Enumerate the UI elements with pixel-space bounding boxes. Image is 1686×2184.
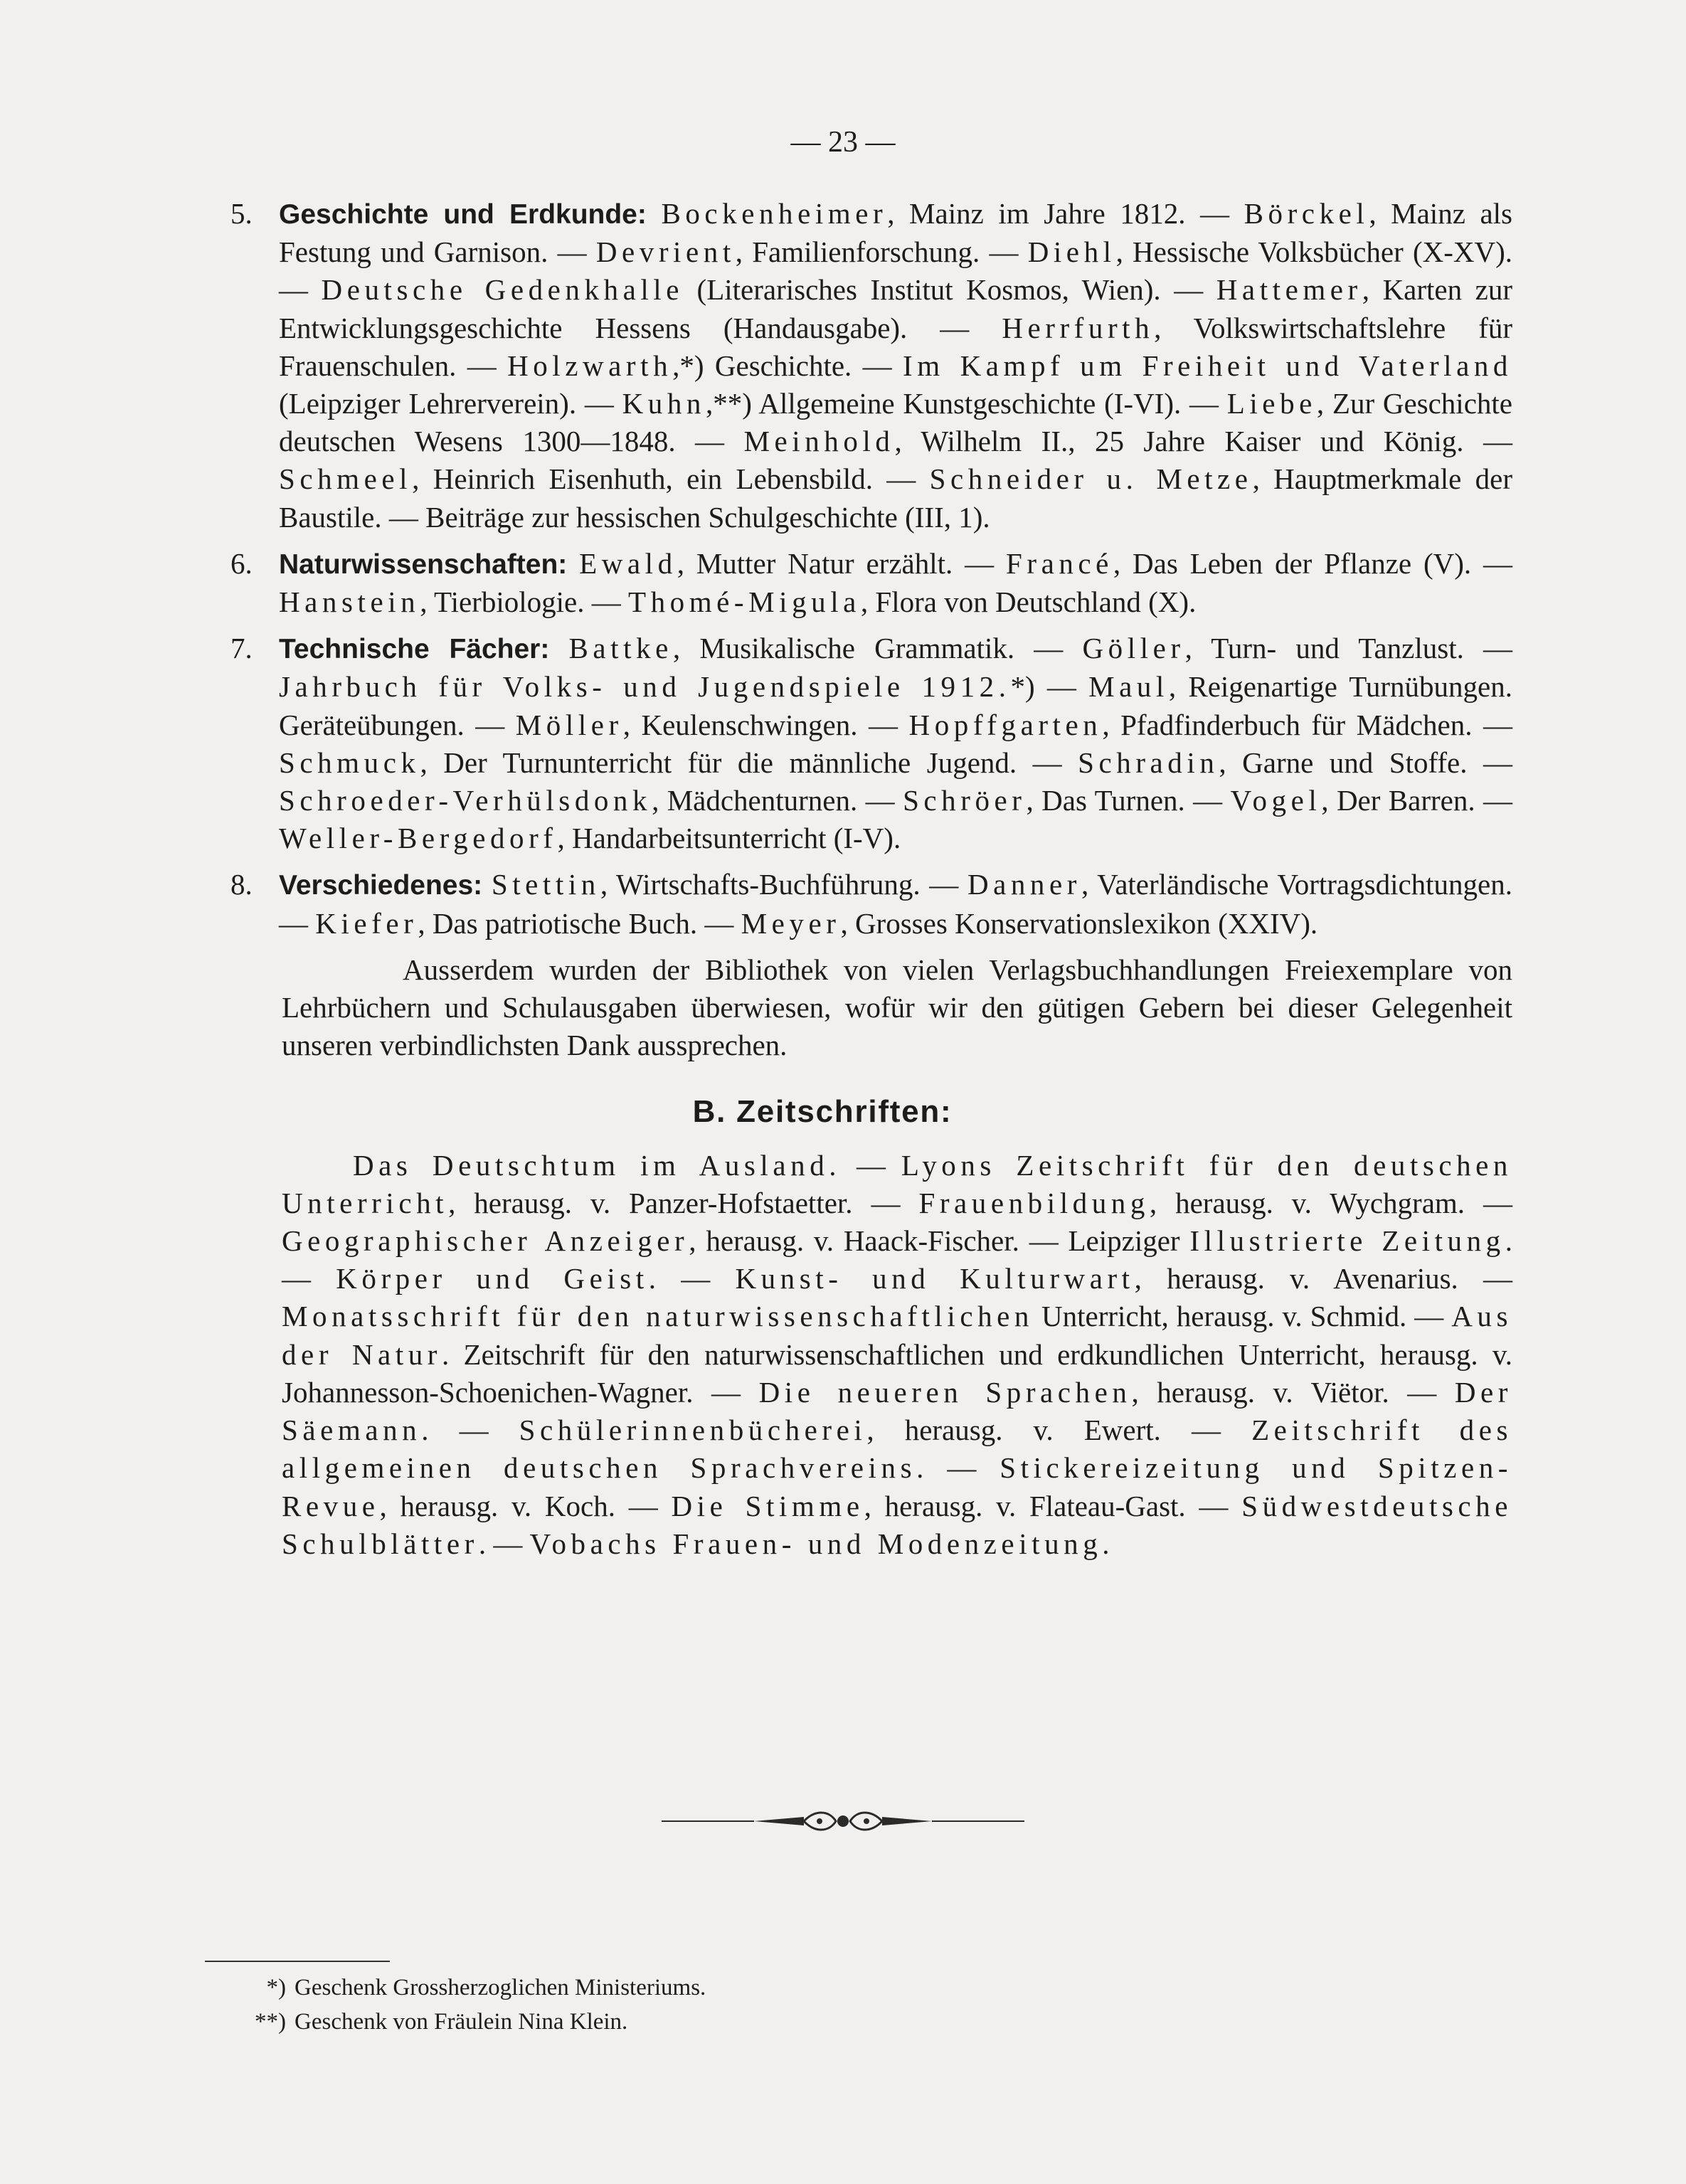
spaced-name: Der Säemann	[282, 1375, 1512, 1447]
spaced-name: Diehl	[1027, 235, 1116, 269]
spaced-name: Danner	[967, 868, 1081, 901]
footnote-mark: **)	[255, 2009, 286, 2035]
spaced-name: Schmuck	[279, 746, 420, 779]
category-label: Verschiedenes:	[279, 870, 483, 901]
text-run: , Hessische Volksbücher (X-XV). —	[279, 235, 1512, 307]
spaced-name: Hopffgarten	[908, 708, 1103, 741]
text-run: , Wirtschafts-Buchführung. —	[600, 868, 967, 901]
text-run: , Turn- und Tanzlust. —	[1184, 632, 1513, 665]
spaced-name: Zeitschrift des allgemeinen deutschen Sprachvereins	[282, 1414, 1512, 1485]
main-content	[161, 195, 1512, 1563]
text-run: , Karten zur Entwicklungsgeschichte Hessens (Handausgabe). —	[279, 273, 1513, 344]
text-run: , Der Turnunterricht für die männliche Jugend. —	[420, 746, 1078, 779]
text-run: , Handarbeitsunterricht (I-V).	[557, 822, 901, 855]
spaced-name: Göller	[1082, 632, 1185, 665]
spaced-name: Herrfurth	[1002, 311, 1155, 344]
text-run: , herausg. v. Flateau-Gast. —	[864, 1489, 1242, 1522]
text-run: , Familienforschung. —	[735, 235, 1028, 269]
text-run: , herausg. v. Panzer-Hofstaetter. —	[448, 1186, 919, 1219]
spaced-name: Kunst- und Kulturwart	[735, 1262, 1135, 1295]
text-run: , Heinrich Eisenhuth, ein Lebensbild. —	[412, 462, 930, 496]
spaced-name: Vobachs Frauen- und Modenzeitung	[529, 1527, 1103, 1560]
footnotes	[226, 1971, 706, 2039]
text-run: . —	[478, 1527, 530, 1560]
text-run: . —	[648, 1262, 736, 1295]
book-category-item	[161, 545, 1512, 621]
text-run: , herausg. v. Haack-Fischer. — Leipziger	[689, 1224, 1190, 1258]
text-run: , herausg. v. Ewert. —	[866, 1414, 1252, 1447]
text-run: , Flora von Deutschland (X).	[860, 585, 1197, 619]
text-run: , Mainz als Festung und Garnison. —	[279, 197, 1512, 269]
spaced-name: Südwestdeutsche Schulblätter	[282, 1489, 1512, 1560]
spaced-name: Francé	[1006, 546, 1113, 580]
footnote-mark: *)	[266, 1975, 286, 2000]
text-run: , Das Turnen. —	[1026, 784, 1231, 817]
text-run: . —	[421, 1414, 519, 1447]
spaced-name: Die Stimme	[671, 1489, 864, 1522]
spaced-name: Das Deutschtum im Ausland.	[353, 1148, 842, 1182]
text-run: . —	[916, 1451, 1000, 1485]
book-category-item	[161, 195, 1512, 536]
spaced-name: Im Kampf um Freiheit und Vaterland	[903, 349, 1512, 382]
spaced-name: Battke	[568, 632, 673, 665]
text-run: Unterricht, herausg. v. Schmid. —	[1033, 1300, 1452, 1333]
spaced-name: Börckel	[1244, 197, 1369, 230]
spaced-name: Aus der Natur	[282, 1300, 1513, 1371]
text-run: , Grosses Konservationslexikon (XXIV).	[840, 906, 1318, 940]
spaced-name: Vogel	[1230, 784, 1322, 817]
text-run: *) —	[1010, 670, 1089, 704]
text-run: , Das Leben der Pflanze (V). —	[1113, 546, 1513, 580]
text-run: , Garne und Stoffe. —	[1219, 746, 1512, 779]
text-run: , Der Barren. —	[1321, 784, 1513, 817]
text-run: , Musikalische Grammatik. —	[672, 632, 1083, 665]
spaced-name: Möller	[515, 708, 623, 741]
page-number: — 23 —	[790, 126, 896, 159]
category-label: Geschichte und Erdkunde:	[279, 199, 647, 230]
text-run: , Vaterländische Vortragsdichtungen. —	[279, 868, 1512, 940]
footnote-text: Geschenk Grossherzoglichen Ministeriums.	[295, 1975, 706, 2000]
text-run: .	[1102, 1527, 1110, 1560]
text-run: , Mädchenturnen. —	[652, 784, 903, 817]
spaced-name: Schroeder-Verhülsdonk	[279, 784, 652, 817]
category-label: Technische Fächer:	[279, 634, 550, 665]
text-run: —	[841, 1148, 901, 1182]
text-run: , Mutter Natur erzählt. —	[677, 546, 1006, 580]
periodicals-heading: B. Zeitschriften:	[692, 1094, 953, 1130]
text-run: , Hauptmerkmale der Baustile. — Beiträge zur hessischen Schulgeschichte (III, 1).	[279, 462, 1512, 534]
text-run: , herausg. v. Koch. —	[379, 1489, 672, 1522]
spaced-name: Liebe	[1226, 387, 1317, 420]
spaced-name: Frauenbildung	[918, 1186, 1150, 1219]
text-run: , Mainz im Jahre 1812. —	[887, 197, 1244, 230]
spaced-name: Hanstein	[279, 585, 420, 619]
spaced-name: Hattemer	[1216, 273, 1362, 307]
ornament-divider	[662, 1807, 1024, 1835]
footnote	[226, 1971, 706, 2005]
text-run: , Wilhelm II., 25 Jahre Kaiser und König. —	[894, 425, 1512, 458]
spaced-name: Meinhold	[743, 425, 895, 458]
text-run: , Reigenartige Turnübungen. Geräteübungen. —	[279, 670, 1512, 741]
spaced-name: Schmeel	[279, 462, 413, 496]
book-category-item	[161, 630, 1512, 857]
category-label: Naturwissenschaften:	[279, 548, 568, 580]
spaced-name: Devrient	[595, 235, 736, 269]
item-number: 5.	[230, 197, 253, 230]
text-run: , Das patriotische Buch. —	[418, 906, 741, 940]
text-run	[647, 197, 662, 230]
spaced-name: Ewald	[579, 546, 677, 580]
spaced-name: Geographischer Anzeiger	[282, 1224, 689, 1258]
text-run: , Pfadfinderbuch für Mädchen. —	[1102, 708, 1513, 741]
footnote-rule	[205, 1961, 390, 1962]
spaced-name: Jahrbuch für Volks- und Jugendspiele 1912.	[279, 670, 1011, 704]
spaced-name: Körper und Geist	[336, 1262, 649, 1295]
spaced-name: Die neueren Sprachen	[758, 1375, 1132, 1409]
periodicals-paragraph	[161, 1147, 1512, 1563]
spaced-name: Stettin	[491, 868, 600, 901]
text-run: , Zur Geschichte deutschen Wesens 1300—1848. —	[279, 387, 1512, 458]
text-run: , herausg. v. Wychgram. —	[1149, 1186, 1512, 1219]
spaced-name: Maul	[1088, 670, 1169, 704]
spaced-name: Monatsschrift für den naturwissenschaftlichen	[282, 1300, 1034, 1333]
text-run: , herausg. v. Avenarius. —	[1134, 1262, 1513, 1295]
spaced-name: Illustrierte Zeitung	[1189, 1224, 1505, 1258]
text-run	[482, 868, 492, 901]
book-list	[161, 195, 1512, 943]
text-run	[567, 547, 579, 580]
text-run: ,**) Allgemeine Kunstgeschichte (I-VI). —	[705, 387, 1227, 420]
thanks-paragraph: Ausserdem wurden der Bibliothek von vielen Verlagsbuchhandlungen Freiexemplare von Lehrbüchern und Schulausgaben überwiesen, wofür wir den gütigen Gebern bei dieser Gelegenheit unseren verbindlichsten Dank aussprechen.	[282, 953, 1512, 1062]
spaced-name: Schülerinnenbücherei	[519, 1414, 867, 1447]
item-number: 7.	[230, 632, 253, 665]
footnote-text: Geschenk von Fräulein Nina Klein.	[295, 2009, 628, 2035]
item-number: 6.	[230, 546, 253, 580]
text-run: (Leipziger Lehrerverein). —	[279, 387, 622, 420]
text-run: ,*) Geschichte. —	[672, 349, 903, 382]
text-run	[549, 632, 568, 664]
spaced-name: Meyer	[741, 906, 841, 940]
spaced-name: Schneider u. Metze	[929, 462, 1253, 496]
spaced-name: Deutsche Gedenkhalle	[321, 273, 684, 307]
spaced-name: Lyons Zeitschrift für den deutschen Unterricht	[282, 1148, 1512, 1219]
spaced-name: Schradin	[1078, 746, 1219, 779]
text-run: (Literarisches Institut Kosmos, Wien). —	[684, 273, 1216, 307]
spaced-name: Stickereizeitung und Spitzen-Revue	[282, 1451, 1512, 1522]
spaced-name: Holzwarth	[507, 349, 673, 382]
text-run: , herausg. v. Viëtor. —	[1131, 1375, 1455, 1409]
item-number: 8.	[230, 868, 253, 901]
spaced-name: Bockenheimer	[661, 197, 888, 230]
text-run: , Keulenschwingen. —	[622, 708, 909, 741]
spaced-name: Schröer	[903, 784, 1027, 817]
spaced-name: Thomé-Migula	[627, 585, 861, 619]
text-run: . Zeitschrift für den naturwissenschaftlichen und erdkundlichen Unterricht, herausg. v. Johannesson-Schoenichen-Wagner. —	[282, 1337, 1512, 1409]
spaced-name: Weller-Bergedorf	[279, 822, 558, 855]
book-category-item	[161, 866, 1512, 942]
text-run: , Tierbiologie. —	[420, 585, 628, 619]
text-run: . —	[282, 1224, 1512, 1295]
footnote	[226, 2005, 706, 2039]
text-run: , Volkswirtschaftslehre für Frauenschulen. —	[279, 311, 1512, 382]
spaced-name: Kiefer	[315, 906, 418, 940]
spaced-name: Kuhn	[622, 387, 706, 420]
